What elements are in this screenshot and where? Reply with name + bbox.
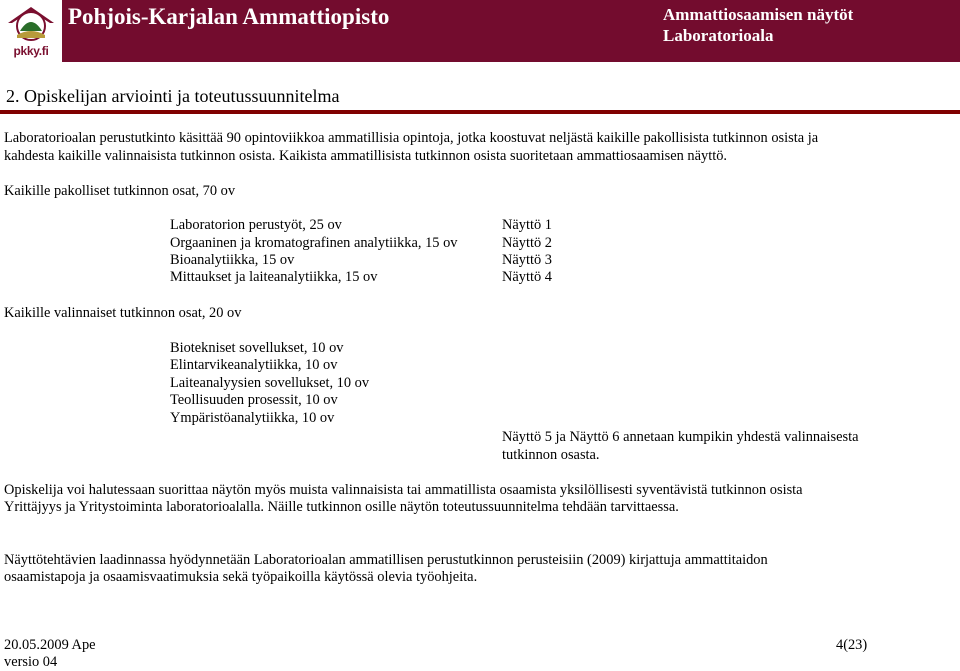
house-logo-icon (4, 3, 58, 45)
footer-version: versio 04 (4, 654, 58, 670)
extra-line-2: Yrittäjyys ja Yritystoiminta laboratorioalalla. Näille tutkinnon osille näytön toteutussuunnitelma tehdään tarvittaessa. (4, 499, 679, 515)
section-divider (0, 110, 960, 114)
pkky-logo (0, 0, 62, 62)
footer-date: 20.05.2009 Ape (4, 637, 96, 653)
basis-line-1: Näyttötehtävien laadinnassa hyödynnetään Laboratorioalan ammatillisen perustutkinnon perusteisiin (2009) kirjattuja ammattitaidon (4, 552, 768, 568)
organization-name: Pohjois-Karjalan Ammattiopisto (68, 4, 390, 29)
section-heading: 2. Opiskelijan arviointi ja toteutussuunnitelma (6, 86, 340, 106)
elective-note-line-1: Näyttö 5 ja Näyttö 6 annetaan kumpikin yhdestä valinnaisesta (502, 429, 859, 445)
elective-note-line-2: tutkinnon osasta. (502, 447, 600, 463)
mandatory-item-demo: Näyttö 4 (502, 269, 552, 285)
elective-item: Elintarvikeanalytiikka, 10 ov (170, 357, 338, 373)
elective-item: Teollisuuden prosessit, 10 ov (170, 392, 338, 408)
mandatory-item-demo: Näyttö 1 (502, 217, 552, 233)
page-number: 4(23) (836, 637, 868, 653)
mandatory-item-name: Orgaaninen ja kromatografinen analytiikka, 15 ov (170, 235, 458, 251)
mandatory-item-name: Laboratorion perustyöt, 25 ov (170, 217, 342, 233)
intro-line-1: Laboratorioalan perustutkinto käsittää 90 opintoviikkoa ammatillisia opintoja, jotka koostuvat neljästä kaikille pakollisista tutkinnon osista ja (4, 130, 819, 146)
mandatory-item-demo: Näyttö 3 (502, 252, 552, 268)
elective-item: Ympäristöanalytiikka, 10 ov (170, 410, 335, 426)
mandatory-item-name: Mittaukset ja laiteanalytiikka, 15 ov (170, 269, 378, 285)
elective-heading: Kaikille valinnaiset tutkinnon osat, 20 ov (4, 305, 242, 321)
logo-text: pkky.fi (13, 44, 49, 58)
mandatory-item-name: Bioanalytiikka, 15 ov (170, 252, 295, 268)
elective-item: Biotekniset sovellukset, 10 ov (170, 340, 344, 356)
basis-line-2: osaamistapoja ja osaamisvaatimuksia sekä työpaikoilla käytössä olevia työohjeita. (4, 569, 478, 585)
intro-line-2: kahdesta kaikille valinnaisista tutkinnon osista. Kaikista ammatillisista tutkinnon osista suoritetaan ammattiosaamisen näyttö. (4, 148, 728, 164)
header-subtitle: Laboratorioala (663, 26, 774, 45)
mandatory-item-demo: Näyttö 2 (502, 235, 552, 251)
extra-line-1: Opiskelija voi halutessaan suorittaa näytön myös muista valinnaisista tai ammatillista osaamista yksilöllisesti syventävistä tutkinnon osista (4, 482, 803, 498)
elective-item: Laiteanalyysien sovellukset, 10 ov (170, 375, 370, 391)
mandatory-heading: Kaikille pakolliset tutkinnon osat, 70 ov (4, 183, 236, 199)
header-title: Ammattiosaamisen näytöt (663, 5, 854, 24)
